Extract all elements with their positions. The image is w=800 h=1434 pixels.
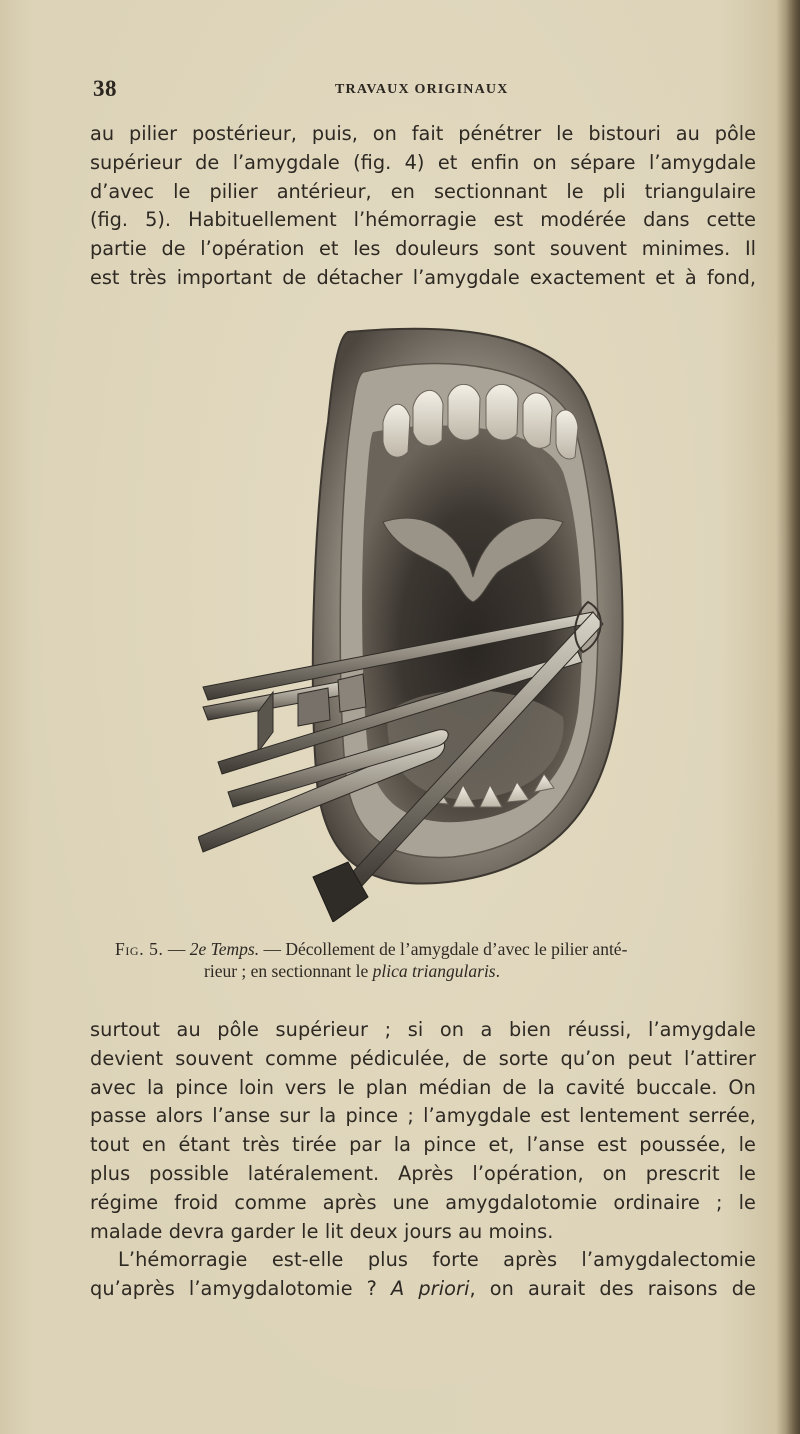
text-line: régime froid comme après une amygdalotomie ordinaire ; le [90,1190,756,1214]
text-line: au pilier postérieur, puis, on fait pénétrer le bistouri au pôle [90,122,756,145]
text-segment: qu’après l’amygdalotomie ? [90,1277,392,1301]
caption-plica: plica triangularis [372,961,496,981]
tonsillectomy-illustration [198,322,638,922]
text-line: partie de l’opération et les douleurs sont souvent minimes. Il [90,237,756,261]
caption-line-2 [115,960,755,982]
text-segment: , on aurait des raisons de [469,1277,756,1301]
text-line: avec la pince loin vers le plan médian de la cavité buccale. On [90,1075,756,1099]
text-line: supérieur de l’amygdale (fig. 4) et enfin on sépare l’amygdale [90,150,756,174]
paragraph-2 [90,1016,756,1304]
text-line: L’hémorragie est-elle plus forte après l’amygdalectomie [118,1248,756,1272]
caption-text-2: rieur ; en sectionnant le [204,961,373,981]
text-line: plus possible latéralement. Après l’opération, on prescrit le [90,1161,756,1185]
caption-time: 2e Temps. [189,939,260,959]
text-line: (fig. 5). Habituellement l’hémorragie est modérée dans cette [90,208,756,232]
caption-text-1: Décollement de l’amygdale d’avec le pilier anté- [285,939,628,959]
running-head: TRAVAUX ORIGINAUX [335,82,509,97]
paragraph-1 [90,120,756,293]
text-line [90,1275,756,1304]
page-edge-shadow [786,0,800,1434]
text-line: passe alors l’anse sur la pince ; l’amygdale est lentement serrée, [90,1104,756,1128]
text-italic-a-priori: A priori [391,1277,470,1301]
page-number: 38 [93,76,117,101]
text-line: est très important de détacher l’amygdale exactement et à fond, [90,265,756,289]
text-line: tout en étant très tirée par la pince et, l’anse est poussée, le [90,1133,756,1157]
text-line: surtout au pôle supérieur ; si on a bien réussi, l’amygdale [90,1018,756,1041]
caption-dash: — [163,939,190,959]
caption-dash-2: — [259,939,286,959]
text-line: devient souvent comme pédiculée, de sorte qu’on peut l’attirer [90,1046,756,1070]
caption-text-2-end: . [495,961,500,981]
figure-label: Fig. 5. [115,939,164,959]
page-header [90,72,750,112]
text-line: d’avec le pilier antérieur, en sectionnant le pli triangulaire [90,179,756,203]
text-line: malade devra garder le lit deux jours au moins. [90,1219,554,1243]
caption-line-1 [115,939,627,959]
figure-caption [115,938,755,982]
